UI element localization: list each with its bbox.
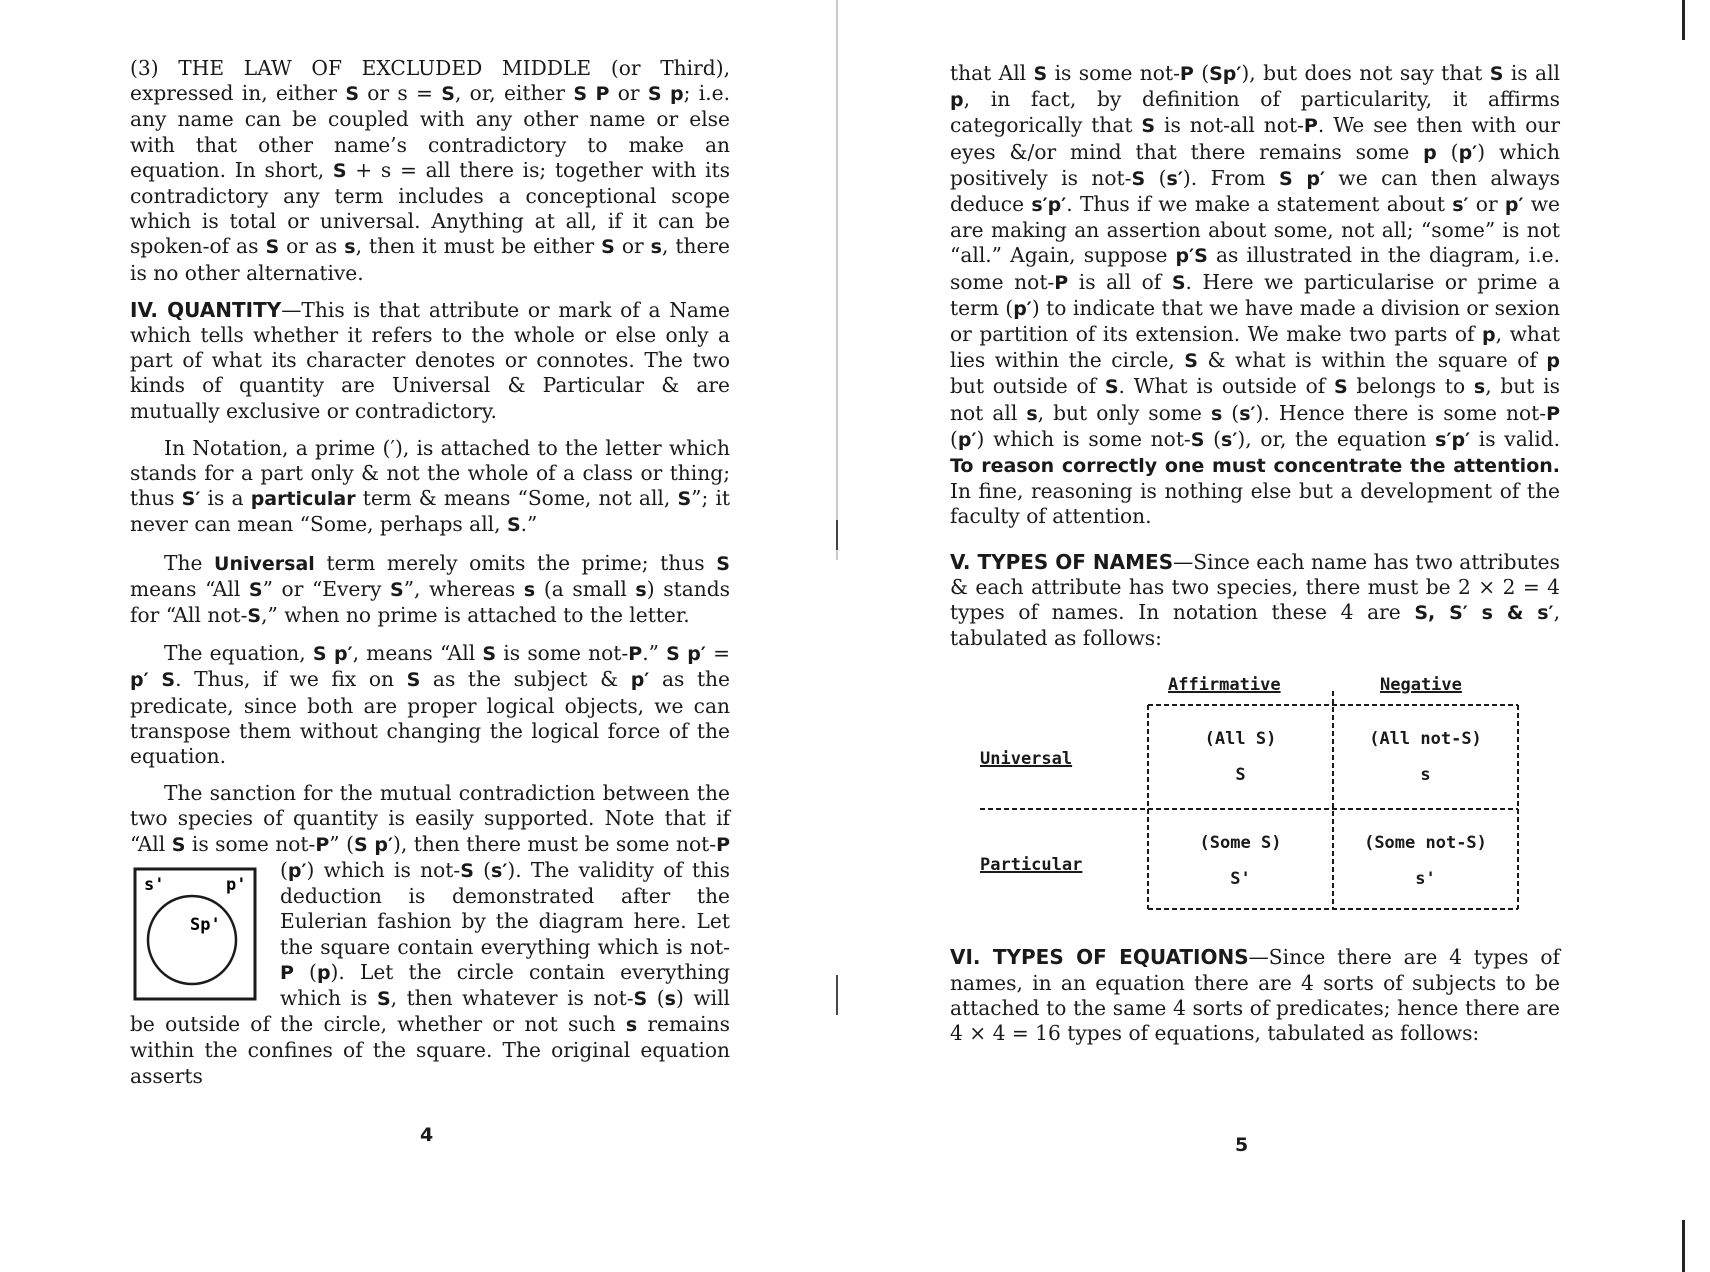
- diagram-corner-right-label: p': [226, 874, 247, 895]
- right-page: [850, 0, 1710, 1272]
- diagram-corner-left-label: s': [144, 874, 165, 895]
- diagram-center-label: Sp': [190, 914, 221, 935]
- quantity-heading: IV. QUANTITY: [130, 297, 282, 322]
- types-of-equations-heading: VI. TYPES OF EQUATIONS: [950, 945, 1249, 970]
- equation-paragraph: The equation, S p′, means “All S is some not-P.” S p′ = p′ S. Thus, if we fix on S as the subject & p′ as the predicate, since both are proper logical objects, we can transpose them without changing the logical force of the equation.: [130, 641, 731, 769]
- quantity-section-paragraph: IV. QUANTITY—This is that attribute or mark of a Name which tells whether it refers to the whole or else only a part of what its character denotes or connotes. The two kinds of quantity are Universal & Particular & are mutually exclusive or contradictory.: [130, 297, 730, 423]
- cell-universal-affirmative-label: (All S): [1204, 729, 1277, 750]
- types-of-names-heading: V. TYPES OF NAMES: [950, 549, 1174, 574]
- types-of-names-paragraph: V. TYPES OF NAMES—Since each name has two attributes & each attribute has two species, there must be 2 × 2 = 4 types of names. In notation these 4 are S, S′ s & s′, tabulated as follows:: [950, 549, 1560, 651]
- col-header-negative: Negative: [1380, 675, 1462, 696]
- law-of-excluded-middle-paragraph: (3) THE LAW OF EXCLUDED MIDDLE (or Third), expressed in, either S or s = S, or, either S P or S p; i.e. any name can be coupled with any other name or else with that other name’s contradictory to make an equation. In short, S + s = all there is; together with its contradictory any term includes a conceptional scope which is total or universal. Anything at all, if it can be spoken-of as S or as s, then it must be either S or s, there is no other alternative.: [130, 56, 730, 285]
- universal-term-paragraph: The Universal term merely omits the prime; thus S means “All S” or “Every S”, whereas s (a small s) stands for “All not-S,” when no prime is attached to the letter.: [130, 550, 731, 628]
- notation-paragraph: In Notation, a prime (′), is attached to the letter which stands for a part only & not the whole of a class or thing; thus S′ is a particular term & means “Some, not all, S”; it never can mean “Some, perhaps all, S.”: [130, 435, 731, 537]
- eulerian-diagram-svg: [132, 866, 260, 1004]
- eulerian-diagram: [132, 866, 260, 1004]
- cell-universal-affirmative-symbol: S: [1235, 765, 1246, 786]
- cell-particular-negative-symbol: s': [1415, 869, 1436, 890]
- page-number-right: 5: [1235, 1134, 1249, 1156]
- cell-universal-negative-symbol: s: [1420, 765, 1431, 786]
- cell-particular-affirmative-label: (Some S): [1199, 833, 1282, 854]
- continuation-paragraph: that All S is some not-P (Sp′), but does not say that S is all p, in fact, by definition of particularity, it affirms categorically that S is not-all not-P. We see then with our eyes &/or mind that there remains some p (p′) which positively is not-S (s′). From S p′ we can then always deduce s′p′. Thus if we make a statement about s′ or p′ we are making an assertion about some, not all; “some” is not “all.” Again, suppose p′S as illustrated in the diagram, i.e. some not-P is all of S. Here we particularise or prime a term (p′) to indicate that we have made a division or sexion or partition of its extension. We make two parts of p, what lies within the circle, S & what is within the square of p but outside of S. What is outside of S belongs to s, but is not all s, but only some s (s′). Hence there is some not-P (p′) which is some not-S (s′), or, the equation s′p′ is valid. To reason correctly one must concentrate the attention. In fine, reasoning is nothing else but a development of the faculty of attention.: [950, 61, 1561, 529]
- right-text-column: [950, 61, 1560, 1046]
- left-text-column: [130, 56, 730, 1089]
- cell-universal-negative-label: (All not-S): [1369, 729, 1482, 750]
- cell-particular-affirmative-symbol: S': [1230, 869, 1251, 890]
- types-of-names-table: [950, 663, 1560, 931]
- row-header-particular: Particular: [980, 855, 1083, 876]
- left-page: [0, 0, 850, 1272]
- types-of-equations-paragraph: VI. TYPES OF EQUATIONS—Since there are 4 types of names, in an equation there are 4 sorts of subjects to be attached to the same 4 sorts of predicates; hence there are 4 × 4 = 16 types of equations, tabulated as follows:: [950, 945, 1560, 1046]
- col-header-affirmative: Affirmative: [1168, 675, 1281, 696]
- row-header-universal: Universal: [980, 749, 1073, 770]
- cell-particular-negative-label: (Some not-S): [1364, 833, 1487, 854]
- page-number-left: 4: [420, 1124, 434, 1146]
- s-circle: [148, 896, 236, 984]
- sanction-paragraph: The sanction for the mutual contradiction between the two species of quantity is easily supported. Note that if “All S is some not-P” (S p′), then there must be some not-P (p′) which is not- s' p' Sp' S (s′). The validity of this deduction is demonstrated after the Eulerian fashion by the diagram here. Let the square contain everything which is not-P (p). Let the circle contain everything which is S, then whatever is not-S (s) will be outside of the circle, whether or not such s remains within the confines of the square. The original equation asserts: [130, 781, 731, 1088]
